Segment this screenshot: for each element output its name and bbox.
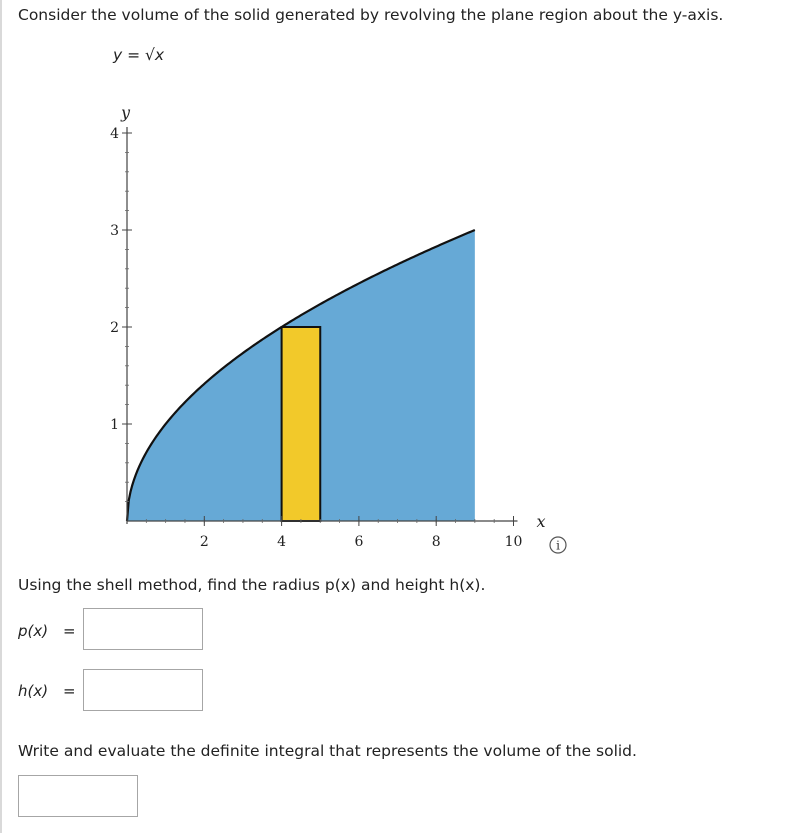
x-tick-label: 6 <box>354 534 364 550</box>
y-axis-label: y <box>121 103 131 122</box>
question-intro: Consider the volume of the solid generated by revolving the plane region about the y-axis. <box>18 6 724 24</box>
height-equals: = <box>63 682 76 700</box>
radius-equals: = <box>63 622 76 640</box>
radius-label: p(x) <box>18 622 49 640</box>
height-input[interactable] <box>83 669 203 711</box>
y-tick-label: 4 <box>110 126 119 142</box>
y-tick-label: 1 <box>110 417 119 433</box>
x-axis-label: x <box>536 512 546 531</box>
radius-input[interactable] <box>83 608 203 650</box>
integral-prompt: Write and evaluate the definite integral that represents the volume of the solid. <box>18 742 637 760</box>
svg-text:i: i <box>556 538 560 553</box>
y-tick-label: 3 <box>110 223 119 239</box>
integral-input[interactable] <box>18 775 138 817</box>
height-label: h(x) <box>18 682 49 700</box>
y-tick-label: 2 <box>110 320 119 336</box>
equation-label: y = √x <box>113 46 165 64</box>
x-tick-label: 2 <box>199 534 209 550</box>
info-icon[interactable] <box>550 537 566 553</box>
x-tick-label: 8 <box>431 534 441 550</box>
shell-method-prompt: Using the shell method, find the radius p(x) and height h(x). <box>18 576 486 594</box>
x-tick-label: 4 <box>277 534 287 550</box>
x-tick-label: 10 <box>504 534 523 550</box>
representative-rectangle <box>282 327 321 521</box>
